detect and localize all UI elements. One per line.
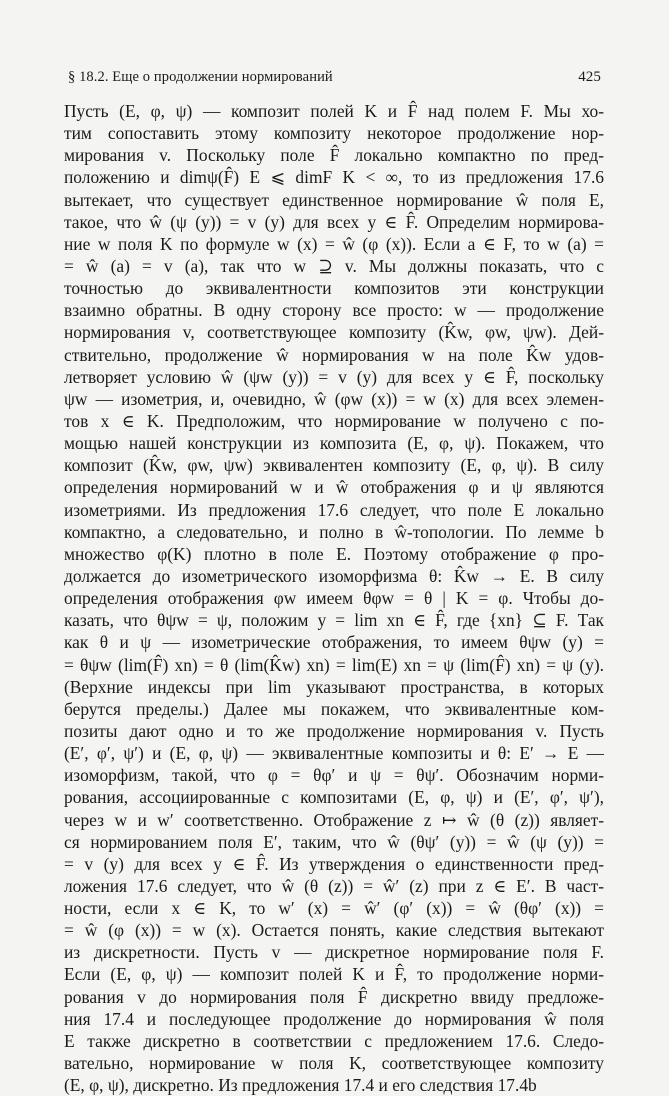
text-line: мощью нашей конструкции из композита (E, φ, ψ). Покажем, что <box>64 433 604 454</box>
text-line: ствительно, продолжение ŵ нормирования w на поле K̂w удов- <box>64 344 604 365</box>
text-line: определения нормирований w и ŵ отображения φ и ψ являются <box>64 477 604 498</box>
text-line: казать, что θψw = ψ, положим y = lim xn ∈ F̂, где {xn} ⊆ F. Так <box>64 610 604 631</box>
text-line: мирования v. Поскольку поле F̂ локально компактно по пред- <box>64 145 604 166</box>
text-line: вытекает, что существует единственное нормирование ŵ поля E, <box>64 189 604 210</box>
text-line: Если (E, φ, ψ) — композит полей K и F̂, то продолжение норми- <box>64 964 604 985</box>
text-line: = θψw (lim(F̂) xn) = θ (lim(K̂w) xn) = lim(E) xn = ψ (lim(F̂) xn) = ψ (y). <box>64 654 604 675</box>
text-line: как θ и ψ — изометрические отображения, то имеем θψw (y) = <box>64 632 604 653</box>
text-line: ние w поля K по формуле w (x) = ŵ (φ (x)). Если a ∈ F, то w (a) = <box>64 233 604 254</box>
text-line: тов x ∈ K. Предположим, что нормирование w получено с по- <box>64 410 604 431</box>
section-title: § 18.2. Еще о продолжении нормирований <box>68 69 333 85</box>
text-line: вательно, нормирование w поля K, соответствующее композиту <box>64 1053 604 1074</box>
text-line: ψw — изометрия, и, очевидно, ŵ (φw (x)) = w (x) для всех элемен- <box>64 388 604 409</box>
body-text <box>64 100 604 1096</box>
text-line: множество φ(K) плотно в поле E. Поэтому отображение φ про- <box>64 543 604 564</box>
text-line: определения отображения φw имеем θφw = θ | K = φ. Чтобы до- <box>64 588 604 609</box>
text-line: ся нормированием поля E′, таким, что ŵ (θψ′ (y)) = ŵ (ψ (y)) = <box>64 831 604 852</box>
text-line: рования v до нормирования поля F̂ дискретно ввиду предложе- <box>64 986 604 1007</box>
text-line: взаимно обратны. В одну сторону все просто: w — продолжение <box>64 300 604 321</box>
text-line: через w и w′ соответственно. Отображение z ↦ ŵ (θ (z)) являет- <box>64 809 604 830</box>
text-line: из дискретности. Пусть v — дискретное нормирование поля F. <box>64 942 604 963</box>
text-line: (E, φ, ψ), дискретно. Из предложения 17.4 и его следствия 17.4b <box>64 1075 537 1096</box>
text-line: тим сопоставить этому композиту некоторое продолжение нор- <box>64 123 604 144</box>
text-line: изометриями. Из предложения 17.6 следует, что поле E локально <box>64 499 604 520</box>
text-line: такое, что ŵ (ψ (y)) = v (y) для всех y ∈ F̂. Определим нормирова- <box>64 211 604 232</box>
text-line: (E′, φ′, ψ′) и (E, φ, ψ) — эквивалентные композиты и θ: E′ → E — <box>64 743 604 764</box>
text-line: = ŵ (a) = v (a), так что w ⊇ v. Мы должны показать, что с <box>64 255 604 276</box>
text-line: должается до изометрического изоморфизма θ: K̂w → E. В силу <box>64 565 604 586</box>
text-line: точностью до эквивалентности композитов эти конструкции <box>64 278 604 299</box>
text-line: нормирования v, соответствующее композиту (K̂w, φw, ψw). Дей- <box>64 322 604 343</box>
text-line: положению и dimψ(F̂) E ⩽ dimF K < ∞, то из предложения 17.6 <box>64 167 604 188</box>
text-line: ности, если x ∈ K, то w′ (x) = ŵ′ (φ′ (x)) = ŵ (θφ′ (x)) = <box>64 898 604 919</box>
text-line: ложения 17.6 следует, что ŵ (θ (z)) = ŵ′ (z) при z ∈ E′. В част- <box>64 875 604 896</box>
text-line: компактно, а следовательно, и полно в ŵ-топологии. По лемме b <box>64 521 604 542</box>
text-line: = v (y) для всех y ∈ F̂. Из утверждения о единственности пред- <box>64 853 604 874</box>
running-head <box>68 66 601 88</box>
text-line: берутся пределы.) Далее мы покажем, что эквивалентные ком- <box>64 698 604 719</box>
text-line: летворяет условию ŵ (ψw (y)) = v (y) для всех y ∈ F̂, поскольку <box>64 366 604 387</box>
text-line: = ŵ (φ (x)) = w (x). Остается понять, какие следствия вытекают <box>64 920 604 941</box>
text-line: позиты дают одно и то же продолжение нормирования v. Пусть <box>64 720 604 741</box>
text-line: рования, ассоциированные с композитами (E, φ, ψ) и (E′, φ′, ψ′), <box>64 787 604 808</box>
text-line: (Верхние индексы при lim указывают пространства, в которых <box>64 676 604 697</box>
text-line: изоморфизм, такой, что φ = θφ′ и ψ = θψ′. Обозначим норми- <box>64 765 604 786</box>
page-number: 425 <box>578 69 601 85</box>
text-line: E также дискретно в соответствии с предложением 17.6. Следо- <box>64 1030 604 1051</box>
text-line: композит (K̂w, φw, ψw) эквивалентен композиту (E, φ, ψ). В силу <box>64 455 604 476</box>
text-line: ния 17.4 и последующее продолжение до нормирования ŵ поля <box>64 1008 604 1029</box>
text-line: Пусть (E, φ, ψ) — композит полей K и F̂ над полем F. Мы хо- <box>64 101 604 121</box>
